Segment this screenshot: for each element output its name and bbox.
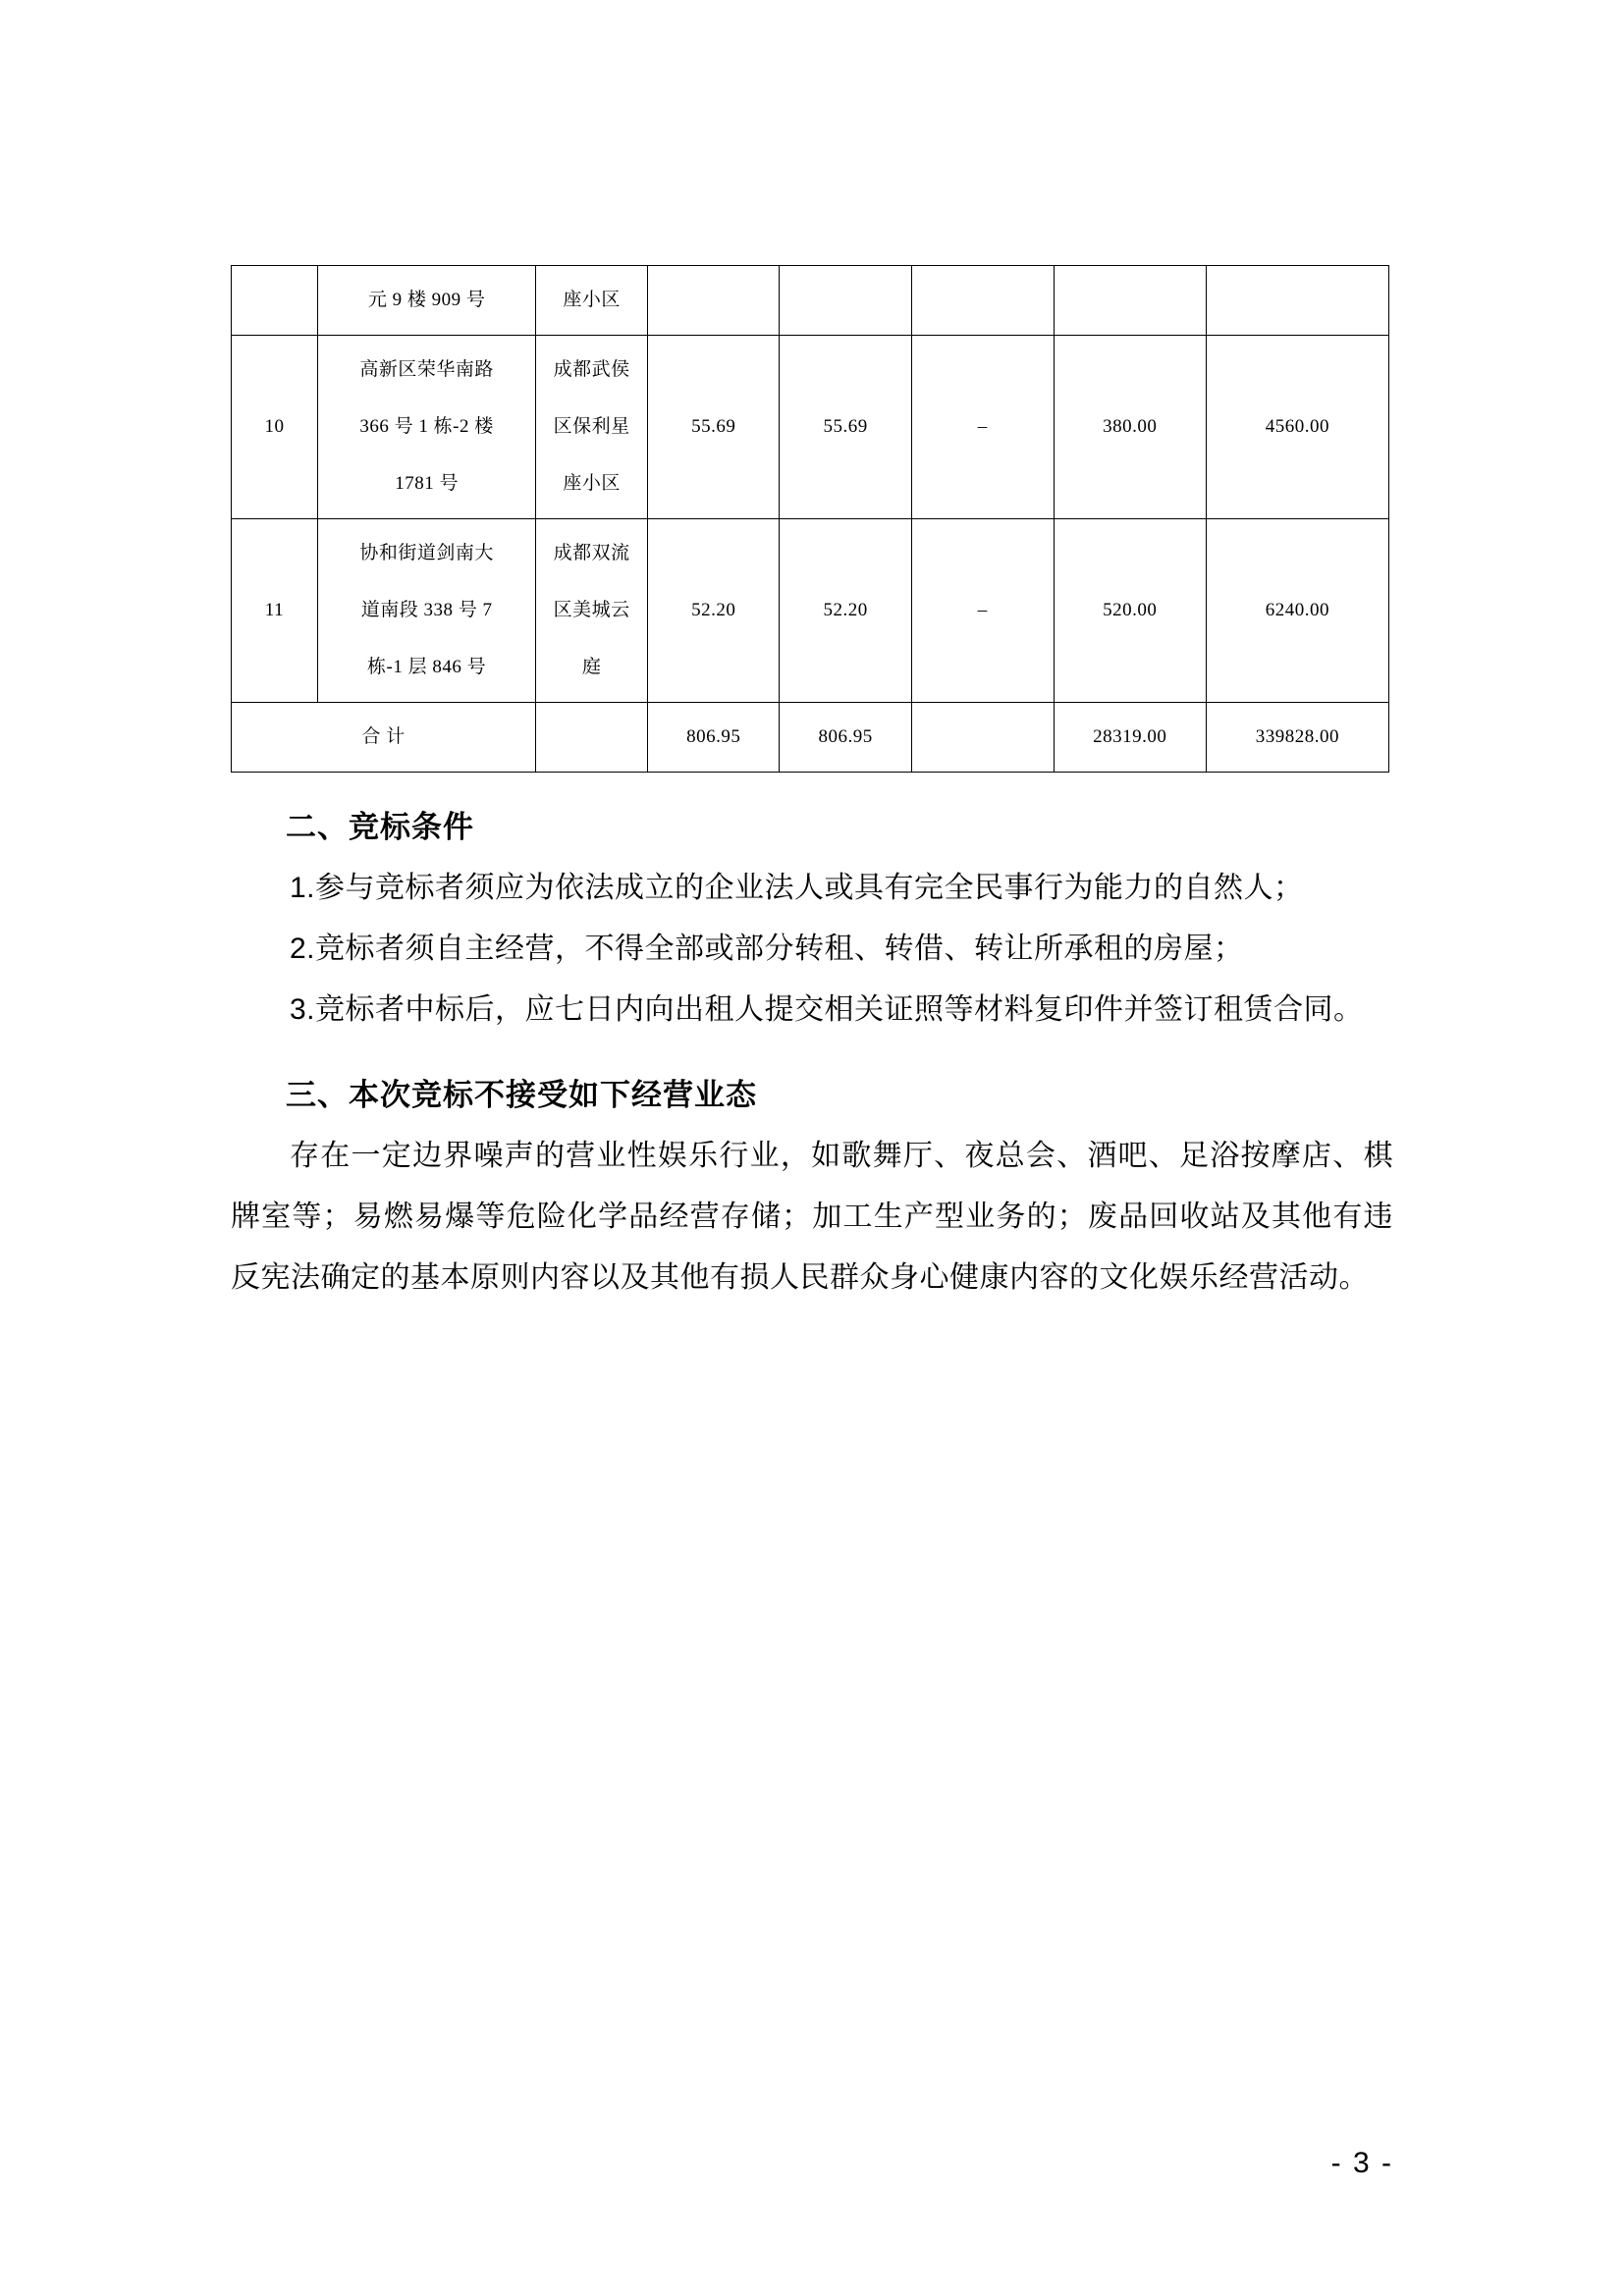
cell-no: 11 — [232, 519, 318, 703]
address-line: 栋-1 层 846 号 — [367, 657, 487, 677]
cell-community — [536, 336, 648, 519]
cell-dash — [911, 703, 1054, 773]
cell-community: 座小区 — [536, 266, 648, 336]
cell-area1 — [648, 266, 780, 336]
address-line: 高新区荣华南路 — [359, 359, 494, 380]
section-heading-excluded-business: 三、本次竞标不接受如下经营业态 — [286, 1078, 757, 1112]
address-line: 道南段 338 号 7 — [360, 600, 493, 620]
cell-no — [232, 266, 318, 336]
page-number: - 3 - — [1330, 2147, 1393, 2179]
paragraph-condition-2: 2.竞标者须自主经营，不得全部或部分转租、转借、转让所承租的房屋； — [290, 933, 1244, 965]
cell-area1: 55.69 — [648, 336, 780, 519]
cell-area2: 52.20 — [780, 519, 911, 703]
paragraph-condition-1: 1.参与竞标者须应为依法成立的企业法人或具有完全民事行为能力的自然人； — [290, 872, 1304, 904]
cell-dash: – — [911, 336, 1054, 519]
cell-community — [536, 519, 648, 703]
cell-price: 520.00 — [1054, 519, 1206, 703]
cell-price — [1054, 266, 1206, 336]
cell-total: 4560.00 — [1206, 336, 1388, 519]
cell-address — [317, 519, 535, 703]
cell-total-label: 合 计 — [232, 703, 536, 773]
community-line: 区美城云 — [553, 600, 630, 620]
cell-community — [536, 703, 648, 773]
cell-area1-total: 806.95 — [648, 703, 780, 773]
section-heading-bidding-conditions: 二、竞标条件 — [286, 810, 474, 844]
address-line: 366 号 1 栋-2 楼 — [359, 416, 494, 437]
cell-dash: – — [911, 519, 1054, 703]
table-row — [232, 336, 1389, 519]
paragraph-excluded-business: 存在一定边界噪声的营业性娱乐行业，如歌舞厅、夜总会、酒吧、足浴按摩店、棋牌室等；易燃易爆等危险化学品经营存储；加工生产型业务的；废品回收站及其他有违反宪法确定的基本原则内容以及其他有损人民群众身心健康内容的文化娱乐经营活动。 — [231, 1140, 1393, 1294]
cell-dash — [911, 266, 1054, 336]
cell-total: 6240.00 — [1206, 519, 1388, 703]
cell-area2-total: 806.95 — [780, 703, 911, 773]
community-line: 成都双流 — [553, 543, 630, 563]
community-line: 座小区 — [563, 473, 621, 494]
cell-amount-total: 339828.00 — [1206, 703, 1388, 773]
community-line: 成都武侯 — [553, 359, 630, 380]
cell-address: 元 9 楼 909 号 — [317, 266, 535, 336]
paragraph-condition-3: 3.竞标者中标后，应七日内向出租人提交相关证照等材料复印件并签订租赁合同。 — [290, 993, 1364, 1026]
cell-total — [1206, 266, 1388, 336]
cell-price-total: 28319.00 — [1054, 703, 1206, 773]
address-line: 协和街道剑南大 — [359, 543, 494, 563]
table-total-row — [232, 703, 1389, 773]
rent-listing-table — [231, 265, 1389, 773]
cell-no: 10 — [232, 336, 318, 519]
community-line: 庭 — [581, 657, 602, 677]
table-row — [232, 519, 1389, 703]
cell-address — [317, 336, 535, 519]
table-row — [232, 266, 1389, 336]
cell-area1: 52.20 — [648, 519, 780, 703]
community-line: 区保利星 — [553, 416, 630, 437]
cell-area2: 55.69 — [780, 336, 911, 519]
cell-area2 — [780, 266, 911, 336]
cell-price: 380.00 — [1054, 336, 1206, 519]
address-line: 1781 号 — [395, 473, 459, 494]
